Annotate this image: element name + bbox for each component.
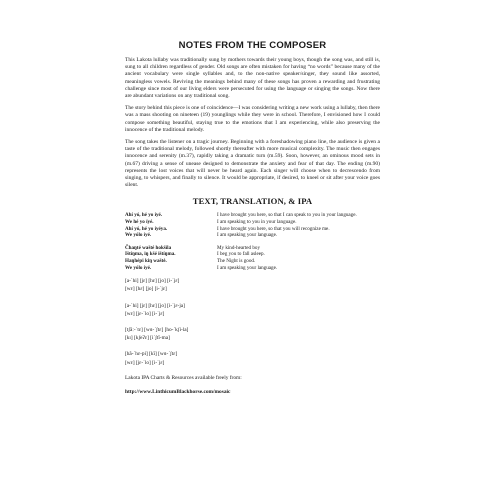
english-line: The Night is good. (217, 258, 256, 265)
english-line: I have brought you here, so that I can speak to you in your language. (217, 212, 357, 219)
ipa-line: [wɛ] [jɛ-ˈlo] [i-ˈjɛ] (125, 310, 165, 317)
ipa-line: [kɪ] [kʃeʔɛ] [iˈʃtĩ-ma] (125, 335, 170, 342)
ipa-line: [hã-ˈhɛ-pi] [kĩ] [wɑ-ˈʃtɛ] (125, 351, 178, 358)
lakota-line: Ištíŋma, iŋ kšé ištíŋma. (125, 251, 176, 258)
english-line: I am speaking your language. (217, 264, 278, 271)
notes-paragraph-2: The story behind this piece is one of coincidence—I was considering writing a new work using a lullaby, then there was a mass shooting on nineteen (19) younglings while they were in school. Therefore, I envisioned how I could compose something beautiful, staying true to the emotions that I am experiencing, while also preserving the innocence of the traditional melody. (125, 105, 380, 133)
english-translation (217, 212, 380, 238)
ipa-line: [wɛ] [hɛ] [jo] [i-ˈjɛ] (125, 286, 167, 293)
lakota-line: We yólo íyé. (125, 264, 152, 271)
english-line: My kind-hearted boy (217, 244, 261, 251)
content-column (125, 40, 380, 396)
section-subtitle: TEXT, TRANSLATION, & IPA (192, 196, 313, 207)
resources-note: Lakota IPA Charts & Resources available freely from: (125, 374, 242, 381)
ipa-line: [a-ˈhi] [jɛ] [hɛ] [jo] [i-ˈjɛ] (125, 278, 180, 285)
resources-footer (125, 375, 380, 396)
lakota-line: Ahí yó, hé yo íyé. (125, 212, 163, 219)
ipa-block-1 (125, 277, 380, 293)
english-line: I have brought you here, so that you will recognize me. (217, 225, 330, 232)
ipa-line: [wɛ] [jɛ-ˈlo] [i-ˈjɛ] (125, 359, 165, 366)
lakota-line: We yólo íyé. (125, 232, 152, 239)
ipa-block-3 (125, 326, 380, 342)
english-line: I am speaking your language. (217, 232, 278, 239)
translation-block-2 (125, 245, 380, 271)
ipa-line: [a-ˈhi] [jɛ] [hɛ] [jo] [i-ˈjɛ-ja] (125, 302, 185, 309)
english-line: I beg you to fall asleep. (217, 251, 265, 258)
english-line: I am speaking to you in your language. (217, 219, 297, 226)
lakota-line: Čhaŋté wašté hokšíla (125, 244, 172, 251)
ipa-line: [tʃãː-ˈtɛ] [wɑ-ˈʃtɛ] [ho-ˈkʃi-la] (125, 327, 189, 334)
translation-block-1 (125, 212, 380, 238)
lakota-text (125, 245, 217, 271)
lakota-line: Ahí yó, hé yo íyéya. (125, 225, 168, 232)
page-title: NOTES FROM THE COMPOSER (178, 40, 327, 51)
english-translation (217, 245, 380, 271)
lakota-text (125, 212, 217, 238)
lakota-line: Haŋhépi kiŋ waštė. (125, 258, 167, 265)
notes-paragraph-1: This Lakota lullaby was traditionally sung by mothers towards their young boys, though the song was, and still is, sung to all children regardless of gender. Old songs are often mistaken for having “no words” because many of the ancient vocabulary were single syllables and, to the non-native speaker/singer, they sound like assorted, meaningless vowels. Reviving the meanings behind many of these songs has proven a rewarding and frustrating challenge since most of our living elders were persecuted for using the language or singing the songs. Now there are abundant variations on any traditional song. (125, 57, 380, 100)
resources-link[interactable]: http://www.LinthicumBlackhorse.com/mosaic (125, 388, 231, 395)
ipa-block-4 (125, 350, 380, 366)
notes-paragraph-3: The song takes the listener on a tragic journey. Beginning with a foreshadowing piano line, the audience is given a taste of the traditional melody, followed shortly thereafter with more musical complexity. The music then engages innocence and serenity (m.37), rapidly taking a dramatic turn (m.59). Soon, however, an ominous mood sets in (m.67) driving a sense of unease designed to demonstrate the anxiety and fear of that day. The ending (m.90) represents the lost voices that will never be heard again. Each singer will choose when to decrescendo from singing, to whispers, and finally to silence. It would be appropriate, if desired, to kneel or sit after your voice goes silent. (125, 139, 380, 189)
lakota-line: We hé yo íyé. (125, 219, 154, 226)
ipa-block-2 (125, 302, 380, 318)
